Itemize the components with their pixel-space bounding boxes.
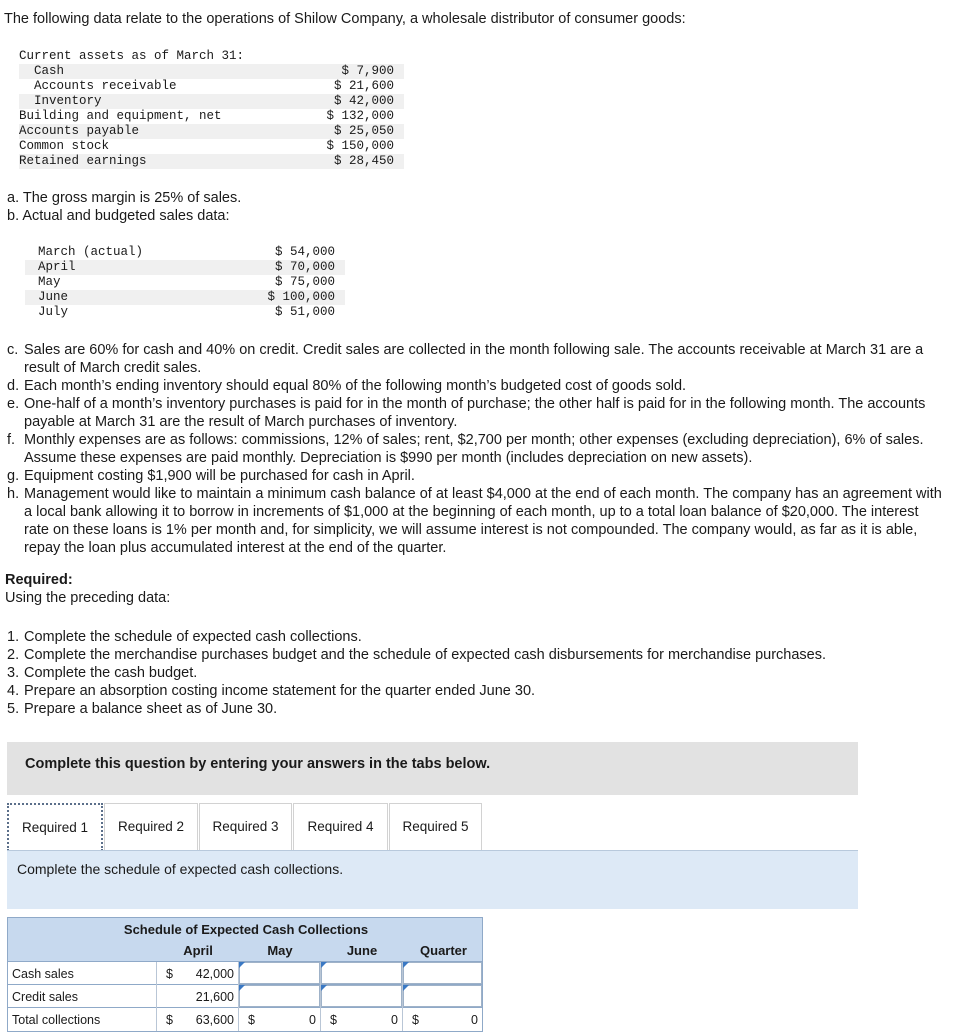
required-subtitle: Using the preceding data:: [5, 590, 171, 606]
balance-value: $ 42,000: [333, 94, 394, 108]
note-a: a. The gross margin is 25% of sales.: [7, 190, 242, 206]
task-item: 2. Complete the merchandise purchases budget and the schedule of expected cash disbursements for merchandise purchases.: [7, 647, 826, 663]
total-may-value: 0: [309, 1013, 316, 1027]
note-item: f. Monthly expenses are as follows: commissions, 12% of sales; rent, $2,700 per month; other expenses (excluding depreciation), 6% of sales. Assume these expenses are paid monthly. Depreciation is $990 per month (includes depreciation on new assets).: [7, 432, 924, 466]
note-item: e. One-half of a month’s inventory purchases is paid for in the month of purchase; the other half is paid for in the following month. The accounts payable at March 31 are the result of March purchases of inventory.: [7, 396, 926, 430]
cash-sales-may-input[interactable]: [239, 962, 320, 984]
column-header-june: June: [346, 943, 378, 958]
sales-label: April: [38, 260, 76, 274]
balance-row: [19, 139, 404, 154]
tab-required-3[interactable]: Required 3: [199, 803, 292, 851]
balance-row: [19, 124, 404, 139]
assets-heading: Current assets as of March 31:: [19, 49, 245, 63]
cash-sales-april-value: 42,000: [195, 967, 234, 981]
note-item: d. Each month’s ending inventory should equal 80% of the following month’s budgeted cost of goods sold.: [7, 378, 687, 394]
balance-value: $ 21,600: [333, 79, 394, 93]
row-label-total-collections: Total collections: [12, 1013, 101, 1027]
sales-row: [25, 290, 345, 305]
currency-symbol: $: [330, 1013, 337, 1027]
currency-symbol: $: [166, 967, 173, 981]
credit-sales-may-input[interactable]: [239, 985, 320, 1007]
task-item: 1. Complete the schedule of expected cash collections.: [7, 629, 362, 645]
balance-value: $ 150,000: [326, 139, 394, 153]
required-title: Required:: [5, 572, 73, 588]
total-quarter-value: 0: [471, 1013, 478, 1027]
current-assets-list: [19, 49, 404, 169]
column-header-quarter: Quarter: [420, 943, 467, 958]
total-june-value: 0: [391, 1013, 398, 1027]
sales-row: [25, 305, 345, 320]
sales-row: [25, 260, 345, 275]
balance-label: Common stock: [19, 139, 110, 153]
tab-required-4[interactable]: Required 4: [293, 803, 388, 851]
balance-value: $ 25,050: [333, 124, 394, 138]
balance-row: [19, 79, 404, 94]
balance-label: Building and equipment, net: [19, 109, 222, 123]
credit-sales-june-input[interactable]: [321, 985, 402, 1007]
intro-text: The following data relate to the operations of Shilow Company, a wholesale distributor of consumer goods:: [4, 11, 686, 27]
balance-value: $ 132,000: [326, 109, 394, 123]
column-header-may: May: [267, 943, 293, 958]
balance-label: Accounts receivable: [34, 79, 177, 93]
balance-row: [19, 64, 404, 79]
sales-label: June: [38, 290, 69, 304]
schedule-header: [7, 917, 483, 962]
task-item: 4. Prepare an absorption costing income statement for the quarter ended June 30.: [7, 683, 536, 699]
balance-row: [19, 109, 404, 124]
sales-row: [25, 245, 345, 260]
note-item: h. Management would like to maintain a minimum cash balance of at least $4,000 at the end of each month. The company has an agreement with a local bank allowing it to borrow in increments of $1,000 at the beginning of each month, up to a total loan balance of $20,000. The interest rate on these loans is 1% per month and, for simplicity, we will assume interest is not compounded. The company would, as far as it is able, repay the loan plus accumulated interest at the end of the quarter.: [7, 486, 942, 556]
balance-row: [19, 154, 404, 169]
credit-sales-quarter-input[interactable]: [403, 985, 482, 1007]
note-b: b. Actual and budgeted sales data:: [7, 208, 230, 224]
balance-row: [19, 94, 404, 109]
total-april-value: 63,600: [195, 1013, 234, 1027]
balance-label: Retained earnings: [19, 154, 147, 168]
cash-collections-schedule: [7, 917, 483, 1032]
sales-value: $ 100,000: [267, 290, 335, 304]
column-header-april: April: [183, 943, 213, 958]
credit-sales-april-value: 21,600: [195, 990, 234, 1004]
sales-value: $ 51,000: [274, 305, 335, 319]
note-item: c. Sales are 60% for cash and 40% on credit. Credit sales are collected in the month following sale. The accounts receivable at March 31 are a result of March credit sales.: [7, 342, 924, 376]
schedule-body: [7, 962, 483, 1032]
note-item: g. Equipment costing $1,900 will be purchased for cash in April.: [7, 468, 415, 484]
assumptions-list: [7, 341, 947, 557]
sales-label: May: [38, 275, 61, 289]
balance-value: $ 7,900: [341, 64, 394, 78]
currency-symbol: $: [412, 1013, 419, 1027]
currency-symbol: $: [248, 1013, 255, 1027]
assumptions-ab: [7, 189, 241, 225]
task-list: [7, 628, 826, 718]
instruction-banner: Complete this question by entering your answers in the tabs below.: [7, 742, 858, 795]
tab-required-2[interactable]: Required 2: [104, 803, 198, 851]
task-item: 3. Complete the cash budget.: [7, 665, 198, 681]
sales-value: $ 54,000: [274, 245, 335, 259]
sales-row: [25, 275, 345, 290]
task-item: 5. Prepare a balance sheet as of June 30.: [7, 701, 278, 717]
sales-value: $ 75,000: [274, 275, 335, 289]
tab-required-1[interactable]: Required 1: [7, 803, 103, 851]
sales-value: $ 70,000: [274, 260, 335, 274]
balance-label: Inventory: [34, 94, 102, 108]
currency-symbol: $: [166, 1013, 173, 1027]
balance-label: Accounts payable: [19, 124, 140, 138]
sales-data-list: [25, 245, 345, 320]
tab-instruction-panel: Complete the schedule of expected cash collections.: [7, 851, 858, 909]
row-label-credit-sales: Credit sales: [12, 990, 78, 1004]
balance-value: $ 28,450: [333, 154, 394, 168]
schedule-title: Schedule of Expected Cash Collections: [123, 922, 369, 937]
row-label-cash-sales: Cash sales: [12, 967, 74, 981]
sales-label: March (actual): [38, 245, 144, 259]
tab-required-5[interactable]: Required 5: [389, 803, 482, 851]
sales-label: July: [38, 305, 69, 319]
cash-sales-june-input[interactable]: [321, 962, 402, 984]
cash-sales-quarter-input[interactable]: [403, 962, 482, 984]
balance-label: Cash: [34, 64, 65, 78]
